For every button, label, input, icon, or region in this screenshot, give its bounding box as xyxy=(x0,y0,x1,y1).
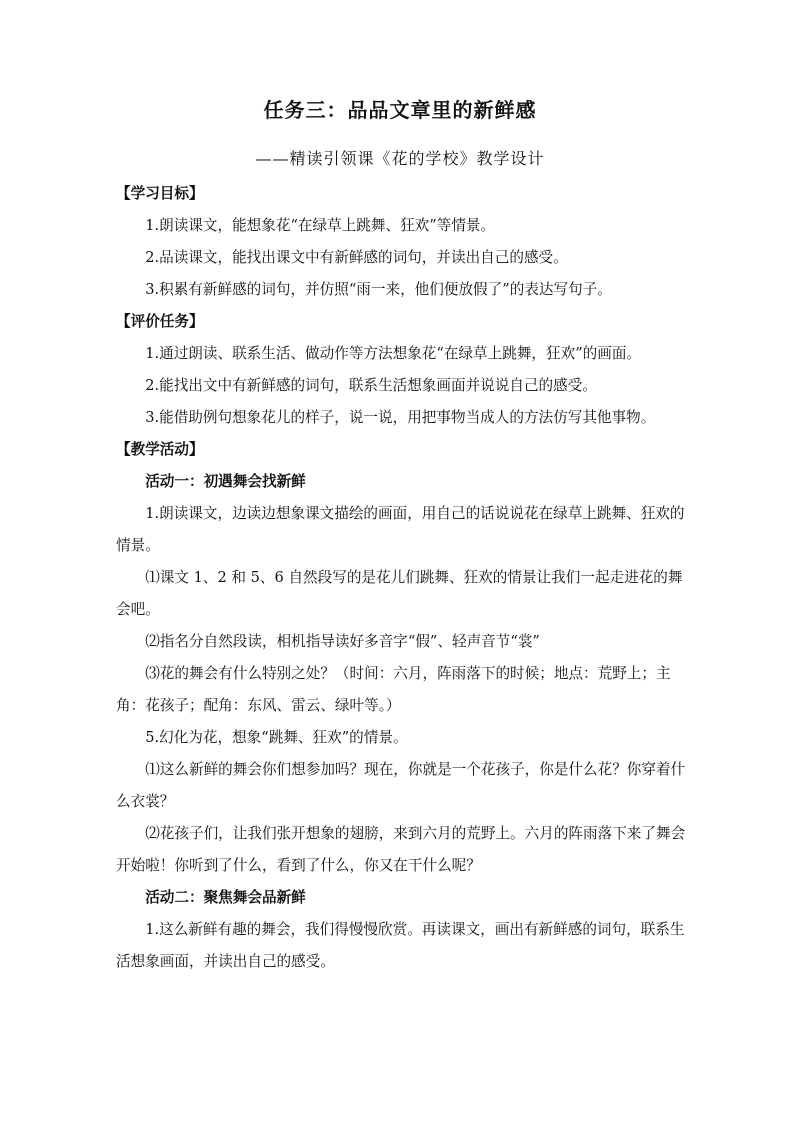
evaluation-item-3: 3.能借助例句想象花儿的样子，说一说，用把事物当成人的方法仿写其他事物。 xyxy=(145,409,656,426)
activity-1-item: ⑶花的舞会有什么特别之处？（时间：六月，阵雨落下的时候；地点：荒野上；主角：花孩子；配角：东风、雷云、绿叶等。） xyxy=(116,665,671,714)
page-subtitle: ——精读引领课《花的学校》教学设计 xyxy=(255,149,545,168)
activity-2-item: 1.这么新鲜有趣的舞会，我们得慢慢欣赏。再读课文，画出有新鲜感的词句，联系生活想象画面，并读出自己的感受。 xyxy=(116,921,685,970)
evaluation-item-1: 1.通过朗读、联系生活、做动作等方法想象花“在绿草上跳舞，狂欢”的画面。 xyxy=(145,345,642,362)
page-title: 任务三：品品文章里的新鲜感 xyxy=(263,98,537,122)
goal-item-2: 2.品读课文，能找出课文中有新鲜感的词句，并读出自己的感受。 xyxy=(145,249,568,266)
goal-item-1: 1.朗读课文，能想象花“在绿草上跳舞、狂欢”等情景。 xyxy=(145,217,496,234)
activity-1-item: ⑵花孩子们，让我们张开想象的翅膀，来到六月的荒野上。六月的阵雨落下来了舞会开始啦！你听到了什么，看到了什么，你又在干什么呢？ xyxy=(116,825,686,874)
activity-1-item: ⑴这么新鲜的舞会你们想参加吗？现在，你就是一个花孩子，你是什么花？你穿着什么衣裳？ xyxy=(116,761,686,810)
goal-item-3: 3.积累有新鲜感的词句，并仿照“雨一来，他们便放假了”的表达写句子。 xyxy=(145,281,612,298)
section-heading-activities: 【教学活动】 xyxy=(116,441,204,458)
activity-1-item: ⑴课文 1、2 和 5、6 自然段写的是花儿们跳舞、狂欢的情景让我们一起走进花的舞会吧。 xyxy=(116,569,683,618)
activity-1-item: 5.幻化为花，想象“跳舞、狂欢”的情景。 xyxy=(145,729,408,746)
activity-1-item: ⑵指名分自然段读，相机指导读好多音字“假”、轻声音节“裳” xyxy=(145,633,540,650)
section-heading-evaluation: 【评价任务】 xyxy=(116,313,204,330)
evaluation-item-2: 2.能找出文中有新鲜感的词句，联系生活想象画面并说说自己的感受。 xyxy=(145,377,597,394)
activity-2-title: 活动二：聚焦舞会品新鲜 xyxy=(145,889,306,906)
activity-1-title: 活动一：初遇舞会找新鲜 xyxy=(145,473,306,490)
document-body xyxy=(116,178,690,978)
section-heading-goals: 【学习目标】 xyxy=(116,185,204,202)
activity-1-item: 1.朗读课文，边读边想象课文描绘的画面，用自己的话说说花在绿草上跳舞、狂欢的情景。 xyxy=(116,505,685,554)
